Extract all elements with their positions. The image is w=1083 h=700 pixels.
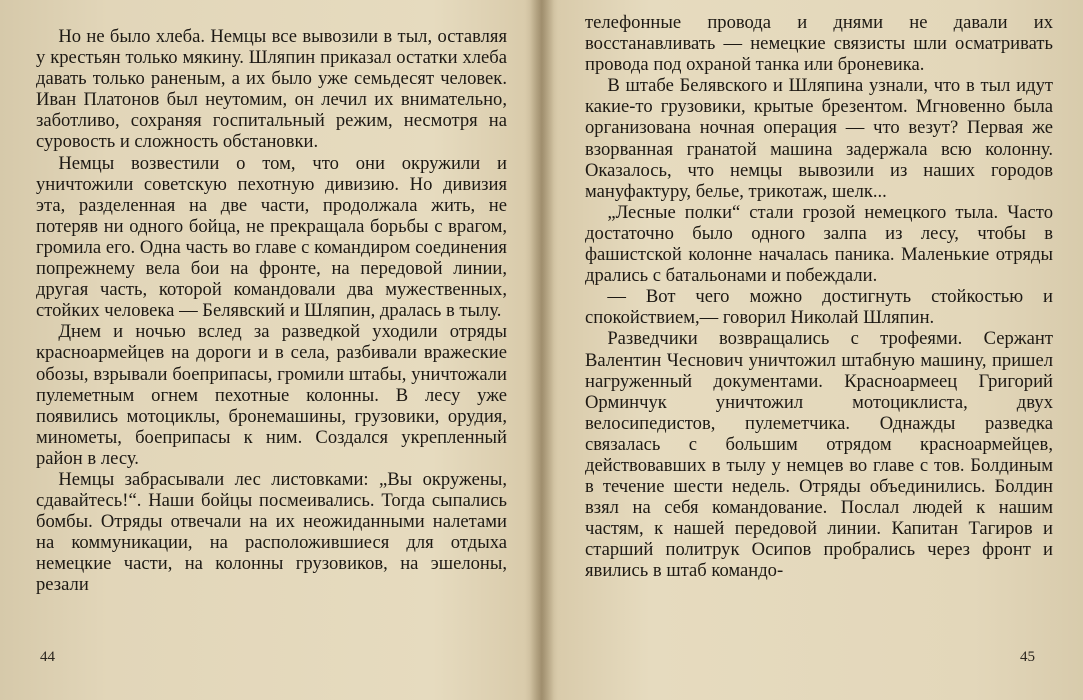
right-paragraph-1: телефонные провода и днями не давали их восстанавливать — немецкие связисты шли осматривать провода под охраной танка или броневика. [585,12,1053,76]
left-paragraph-2: Немцы возвестили о том, что они окружили и уничтожили советскую пехотную дивизию. Но дивизия эта, разделенная на две части, продолжала жить, не потеряв ни одного бойца, не прекращала борьбы с врагом, громила его. Одна часть во главе с командиром соединения попрежнему вела бои на фронте, на передовой линии, другая часть, которой командовали два мужественных, стойких человека — Белявский и Шляпин, дралась в тылу. [36,152,507,322]
right-paragraph-3: „Лесные полки“ стали грозой немецкого тыла. Часто достаточно было одного залпа из лесу, чтобы в фашистской колонне началась паника. Маленькие отряды дрались с батальонами и побеждали. [585,201,1053,287]
page-number-left: 44 [40,649,55,665]
right-paragraph-5: Разведчики возвращались с трофеями. Сержант Валентин Чеснович уничтожил штабную машину, пришел нагруженный документами. Красноармеец Григорий Орминчук уничтожил мотоциклиста, двух велосипедистов, пулеметчика. Однажды разведка связалась с большим отрядом красноармейцев, действовавших в тылу у немцев во главе с тов. Болдиным в течение шести недель. Отряды объединились. Болдин взял на себя командование. Послал людей к нашим частям, к нашей передовой линии. Капитан Тагиров и старший политрук Осипов пробрались через фронт и явились в штаб командо- [585,328,1053,582]
left-paragraph-1: Но не было хлеба. Немцы все вывозили в тыл, оставляя у крестьян только мякину. Шляпин приказал остатки хлеба давать только раненым, а их было уже семьдесят человек. Иван Платонов был неутомим, он лечил их внимательно, заботливо, сохраняя госпитальный режим, несмотря на суровость и сложность обстановки. [36,26,507,153]
left-page [0,0,535,700]
page-number-right: 45 [1020,649,1035,665]
left-paragraph-4: Немцы забрасывали лес листовками: „Вы окружены, сдавайтесь!“. Наши бойцы посмеивались. Тогда сыпались бомбы. Отряды отвечали на их неожиданными налетами на коммуникации, на расположившиеся для отдыха немецкие части, на колонны грузовиков, на эшелоны, резали [36,468,507,596]
left-paragraph-3: Днем и ночью вслед за разведкой уходили отряды красноармейцев на дороги и в села, разбивали вражеские обозы, взрывали боеприпасы, громили штабы, уничтожали пулеметным огнем пехотные колонны. В лесу уже появились мотоциклы, бронемашины, грузовики, орудия, минометы, боеприпасы к ним. Создался укрепленный район в лесу. [36,321,507,469]
right-page [545,0,1083,700]
right-paragraph-2: В штабе Белявского и Шляпина узнали, что в тыл идут какие-то грузовики, крытые брезентом. Мгновенно была организована ночная операция — что везут? Первая же взорванная гранатой машина задержала всю колонну. Оказалось, что немцы вывозили из наших городов мануфактуру, белье, трикотаж, шелк... [585,75,1053,202]
right-paragraph-4: — Вот чего можно достигнуть стойкостью и спокойствием,— говорил Николай Шляпин. [585,286,1053,329]
